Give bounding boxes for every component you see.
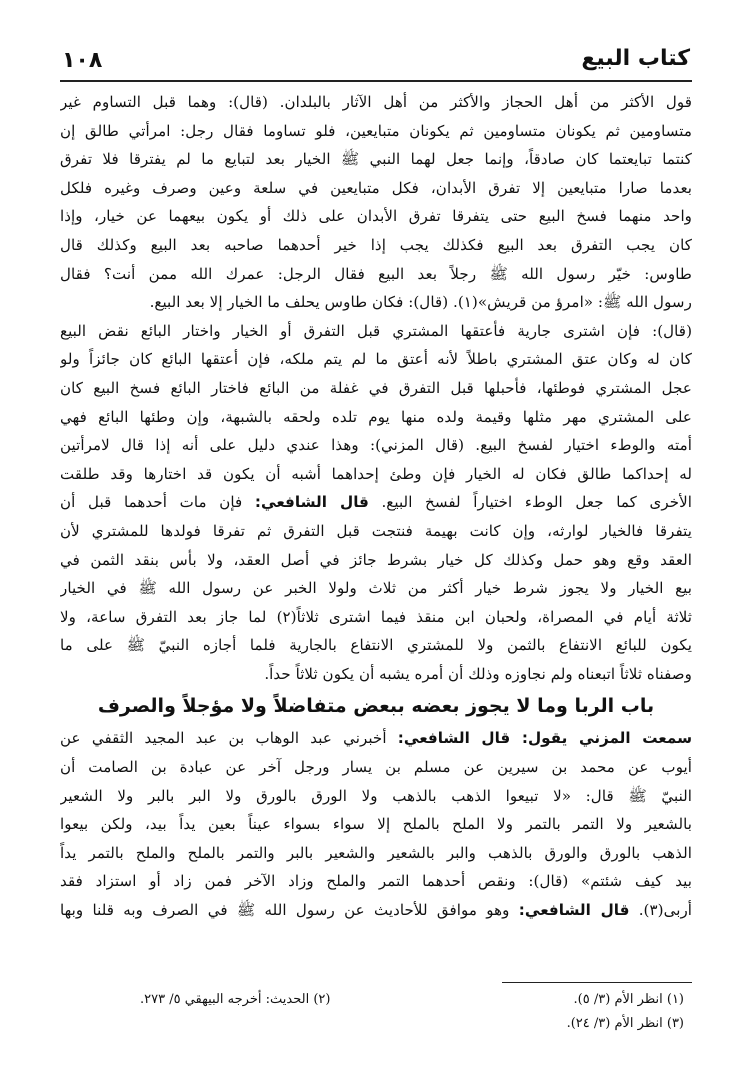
- text-line: أيوب عن محمد بن سيرين عن مسلم بن يسار ورجل آخر عن عبادة بن الصامت أن: [60, 758, 692, 777]
- text-line: (قال): فإن اشترى جارية فأعتقها المشتري قبل التفرق أو الخيار واختار البائع نقض البيع: [60, 321, 692, 340]
- text-line: كان يجب التفرق بعد البيع فكذلك يجب إذا خير أحدهما صاحبه بعد البيع وكذلك قال: [60, 235, 692, 254]
- footnote-2: (٢) الحديث: أخرجه البيهقي ٥/ ٢٧٣.: [140, 992, 331, 1007]
- text-segment: فإن مات أحدهما قبل أن: [60, 493, 243, 512]
- speaker-label: سمعت المزني يقول: قال الشافعي:: [397, 729, 692, 748]
- text-line: الذهب بالورق والورق بالذهب والبر بالشعير والشعير بالبر والتمر بالملح والملح بالتمر يداً: [60, 843, 692, 862]
- text-line: بعدما صارا متبايعين إلا تفرق الأبدان، فكل متبايعين في سلعة وعين وصرف وغيره فلكل: [60, 178, 692, 197]
- footnotes: [60, 988, 692, 1036]
- text-line: كان له وكان عتق المشتري باطلاً لأنه أعتق ما لم يتم ملكه، فإن أعتقها البائع كان جائزاً ولو: [60, 350, 692, 369]
- text-line: بيد كيف شئتم» (قال): ونقص أحدهما التمر والملح وزاد الآخر فمن زاد أو استزاد فقد: [60, 872, 692, 891]
- text-line: ثلاثة أيام في المصراة، ولحبان ابن منقذ فيما اشترى ثلاثاً(٢) لما جاز بعد التفرق ساعة، ولا: [60, 607, 692, 626]
- text-line: عجل المشتري فوطئها، فأحبلها قبل التفرق في غفلة من البائع فاختار البائع فسخ البيع كان: [60, 378, 692, 397]
- footnote-divider: [502, 982, 692, 983]
- text-line: له إحداكما طالق فكان له الخيار فإن وطئ إحداهما أشبه أن يكون قد اختارها وقد طلقت: [60, 464, 692, 483]
- text-line: [60, 488, 692, 517]
- text-line: العقد وقع وهو حمل وكذلك كل خيار بشرط جائز في أصل العقد، ولا بأس بنقد الثمن في: [60, 550, 692, 569]
- text-line: واحد منهما فسخ البيع حتى يتفرقا تفرق الأبدان على ذلك أو يكون بيعهما عن خيار، وإذا: [60, 207, 692, 226]
- text-segment: أخبرني عبد الوهاب بن عبد المجيد الثقفي عن: [60, 729, 387, 748]
- footnote-1: (١) انظر الأم (٣/ ٥).: [573, 992, 684, 1007]
- text-line: [60, 724, 692, 753]
- text-line: طاوس: خيّر رسول الله ﷺ رجلاً بعد البيع فقال الرجل: عمرك الله ممن أنت؟ فقال: [60, 264, 692, 283]
- speaker-label: قال الشافعي:: [518, 901, 630, 920]
- text-line: النبيّ ﷺ قال: «لا تبيعوا الذهب بالذهب ولا الورق بالورق ولا البر بالبر ولا الشعير: [60, 786, 692, 805]
- text-line: وصفناه ثلاثاً اتبعناه ولم نجاوزه وذلك أن أمره يشبه أن يكون ثلاثاً حداً.: [264, 664, 692, 683]
- text-line: قول الأكثر من أهل الحجاز والأكثر من أهل الآثار بالبلدان. (قال): وهما قبل التساوم غير: [60, 93, 692, 111]
- text-segment: وهو موافق للأحاديث عن رسول الله ﷺ في الصرف وبه قلنا وبها: [60, 901, 510, 920]
- body-text: [60, 88, 692, 925]
- text-line: يكون للبائع الانتفاع بالثمن ولا للمشتري الانتفاع بالجارية فلما أجازه النبيّ ﷺ على ما: [60, 636, 692, 655]
- text-line: رسول الله ﷺ: «امرؤ من قريش»(١). (قال): فكان طاوس يحلف ما الخيار إلا بعد البيع.: [149, 293, 692, 312]
- page-header: [60, 44, 692, 82]
- text-line: على المشتري مهر مثلها وقيمة ولده منها يوم تلده ولحقه بالشبهة، وإن وطئها البائع فهي: [60, 407, 692, 426]
- book-title: كتاب البيع: [581, 46, 690, 71]
- text-line: أمته والوطء اختيار لفسخ البيع. (قال المزني): وهذا عندي دليل على أنه إذا قال لامرأتين: [60, 436, 692, 455]
- footnote-3: (٣) انظر الأم (٣/ ٢٤).: [566, 1016, 684, 1031]
- text-line: بيع الخيار ولا يجوز شرط خيار أكثر من ثلاث ولولا الخبر عن رسول الله ﷺ في الخيار: [60, 579, 692, 598]
- footnote-row: [60, 988, 692, 1012]
- text-segment: أربى(٣).: [638, 901, 692, 920]
- text-line: بالشعير ولا التمر بالتمر ولا الملح بالملح إلا سواء بسواء عيناً بعين يداً بيد، ولكن بيعوا: [60, 815, 692, 834]
- text-line: [60, 896, 692, 925]
- text-line: يتفرقا فالخيار لوارثه، وإن كانت بهيمة فنتجت قبل التفرق ثم تفرقا فولدها للمشتري لأن: [60, 521, 692, 540]
- speaker-label: قال الشافعي:: [254, 493, 369, 512]
- text-segment: الأخرى كما جعل الوطء اختياراً لفسخ البيع.: [381, 493, 692, 512]
- footnote-row: [60, 1012, 692, 1036]
- chapter-heading: باب الربا وما لا يجوز بعضه ببعض متفاضلاً ولا مؤجلاً والصرف: [97, 695, 655, 718]
- page-number: ١٠٨: [62, 48, 103, 73]
- text-line: متساومين ثم يكونان متساومين ثم يكونان متبايعين، فلو تساوما فقال رجل: امرأتي طالق إن: [60, 121, 692, 140]
- text-line: كنتما تبايعتما كان صادقاً، وإنما جعل لهما النبي ﷺ الخيار بعد لتبايع ما لم يفترقا فلا تفرق: [60, 150, 692, 169]
